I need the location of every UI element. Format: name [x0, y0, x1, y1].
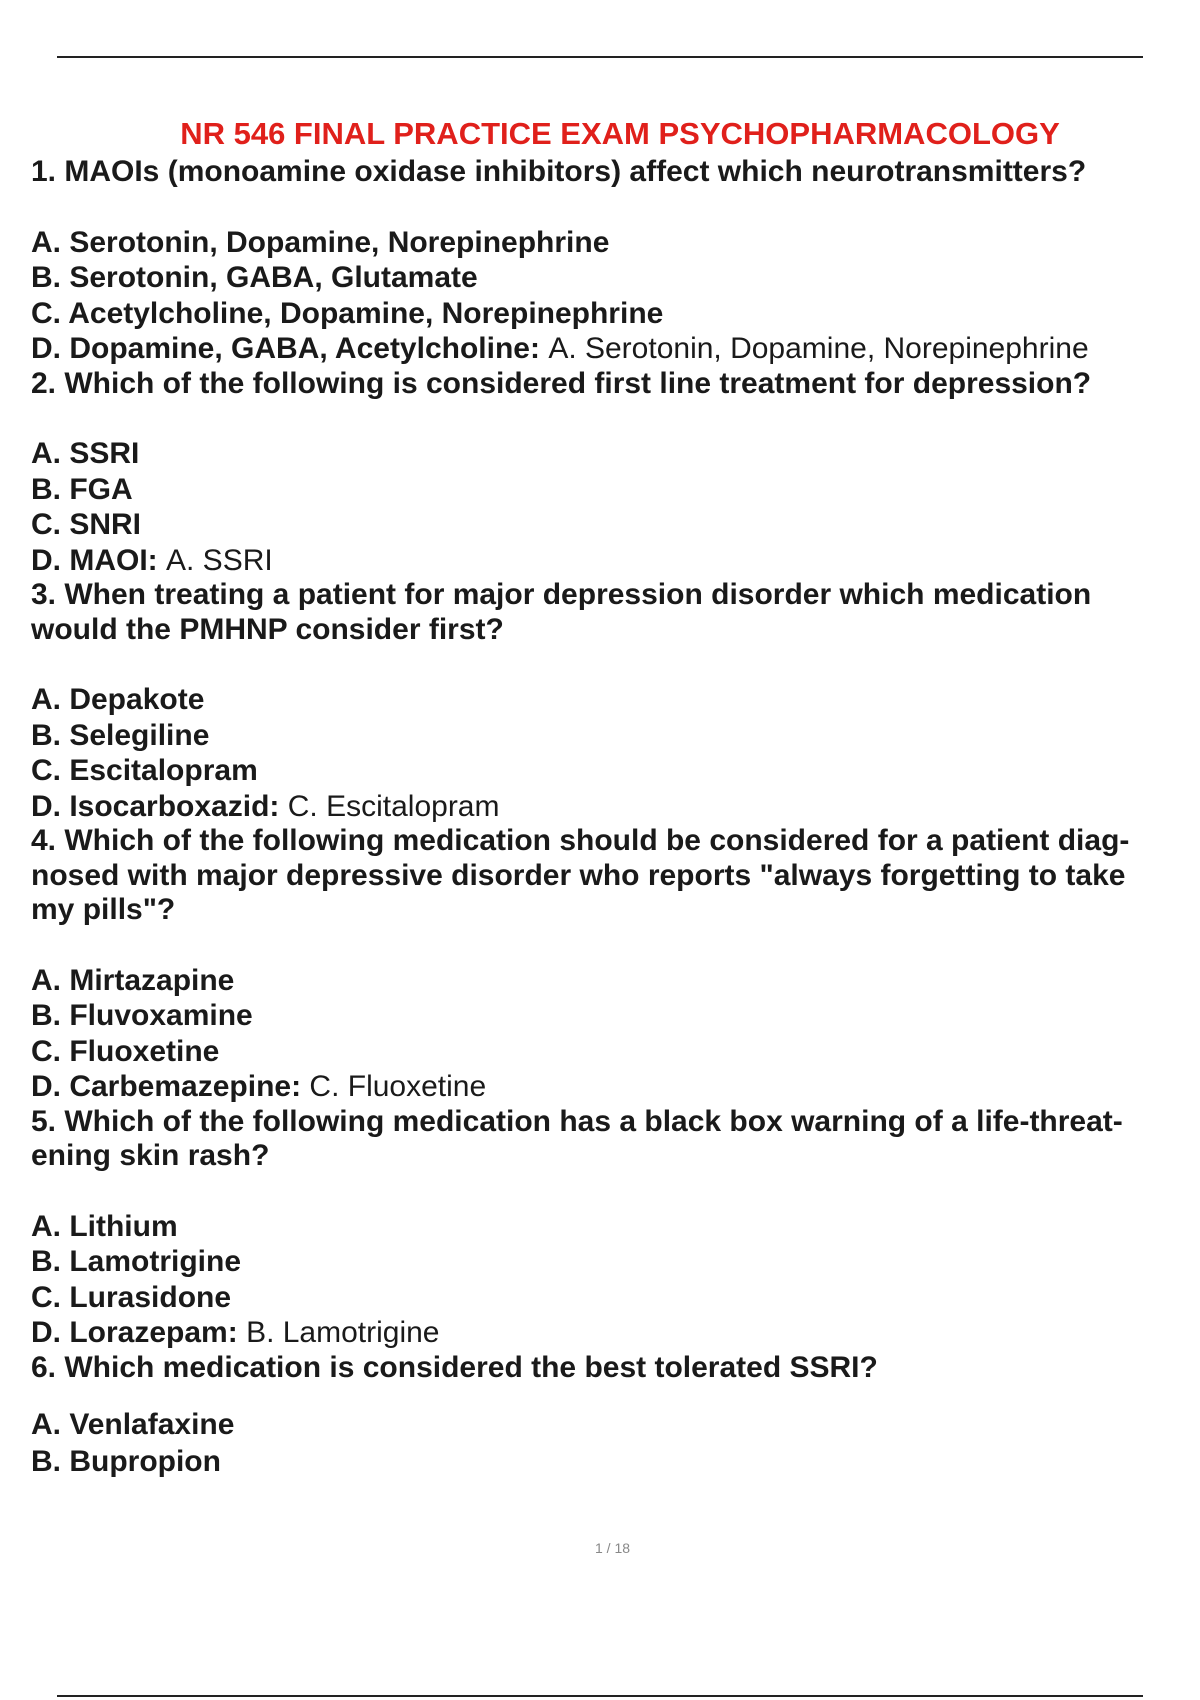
- answer-key: C. Escitalopram: [287, 789, 500, 823]
- option-b: B. Lamotrigine: [31, 1245, 242, 1278]
- question-text: 2. Which of the following is considered first line treatment for depression?: [31, 366, 1092, 400]
- option-a: A. Serotonin, Dopamine, Norepinephrine: [31, 225, 610, 259]
- answer-key: A. Serotonin, Dopamine, Norepinephrine: [548, 332, 1089, 365]
- question-3: [31, 578, 1181, 824]
- option-d: D. Carbemazepine:: [31, 1070, 302, 1103]
- option-b: B. Serotonin, GABA, Glutamate: [31, 261, 478, 294]
- document-title: NR 546 FINAL PRACTICE EXAM PSYCHOPHARMACOLOGY: [180, 116, 1060, 151]
- option-b: B. Selegiline: [31, 718, 210, 752]
- option-b: B. Bupropion: [31, 1445, 221, 1478]
- question-5: [31, 1105, 1181, 1351]
- answer-key: B. Lamotrigine: [246, 1316, 440, 1349]
- question-text: 3. When treating a patient for major depression disorder which medication would the PMHNP consider first?: [31, 578, 1092, 646]
- option-b: B. FGA: [31, 472, 133, 506]
- question-text: 1. MAOIs (monoamine oxidase inhibitors) affect which neurotransmitters?: [31, 155, 1087, 188]
- bottom-rule: [57, 1695, 1143, 1697]
- option-a: A. Depakote: [31, 683, 205, 716]
- option-d-with-answer: [31, 543, 1181, 579]
- option-a: A. Lithium: [31, 1209, 178, 1243]
- page-indicator: 1 / 18: [594, 1540, 631, 1556]
- question-6: [31, 1351, 1181, 1481]
- option-a: A. Venlafaxine: [31, 1408, 235, 1441]
- option-a: A. SSRI: [31, 437, 140, 470]
- option-c: C. Escitalopram: [31, 754, 258, 787]
- question-text: 4. Which of the following medication should be considered for a patient diag- nosed with major depressive disorder who reports "always forgetting to take my pills"?: [31, 824, 1130, 926]
- option-a: A. Mirtazapine: [31, 963, 235, 997]
- option-d-with-answer: [31, 1069, 1181, 1105]
- question-2: [31, 367, 1181, 579]
- option-d: D. Lorazepam:: [31, 1316, 238, 1349]
- question-4: [31, 824, 1181, 1105]
- question-1: [31, 155, 1181, 367]
- option-c: C. SNRI: [31, 508, 142, 541]
- option-c: C. Fluoxetine: [31, 1034, 220, 1068]
- question-text: 5. Which of the following medication has a black box warning of a life-threat- ening skin rash?: [31, 1104, 1123, 1172]
- question-text: 6. Which medication is considered the best tolerated SSRI?: [31, 1350, 878, 1384]
- option-d: D. Dopamine, GABA, Acetylcholine:: [31, 332, 540, 365]
- answer-key: C. Fluoxetine: [309, 1070, 487, 1103]
- question-list: [31, 155, 1181, 1480]
- option-d: D. Isocarboxazid:: [31, 789, 280, 823]
- option-d-with-answer: [31, 789, 1181, 825]
- answer-key: A. SSRI: [166, 543, 273, 577]
- option-b: B. Fluvoxamine: [31, 999, 253, 1032]
- option-d: D. MAOI:: [31, 543, 158, 577]
- option-d-with-answer: [31, 1315, 1181, 1351]
- option-d-with-answer: [31, 331, 1181, 367]
- option-c: C. Acetylcholine, Dopamine, Norepinephrine: [31, 296, 664, 330]
- option-c: C. Lurasidone: [31, 1280, 232, 1314]
- top-rule: [57, 56, 1143, 58]
